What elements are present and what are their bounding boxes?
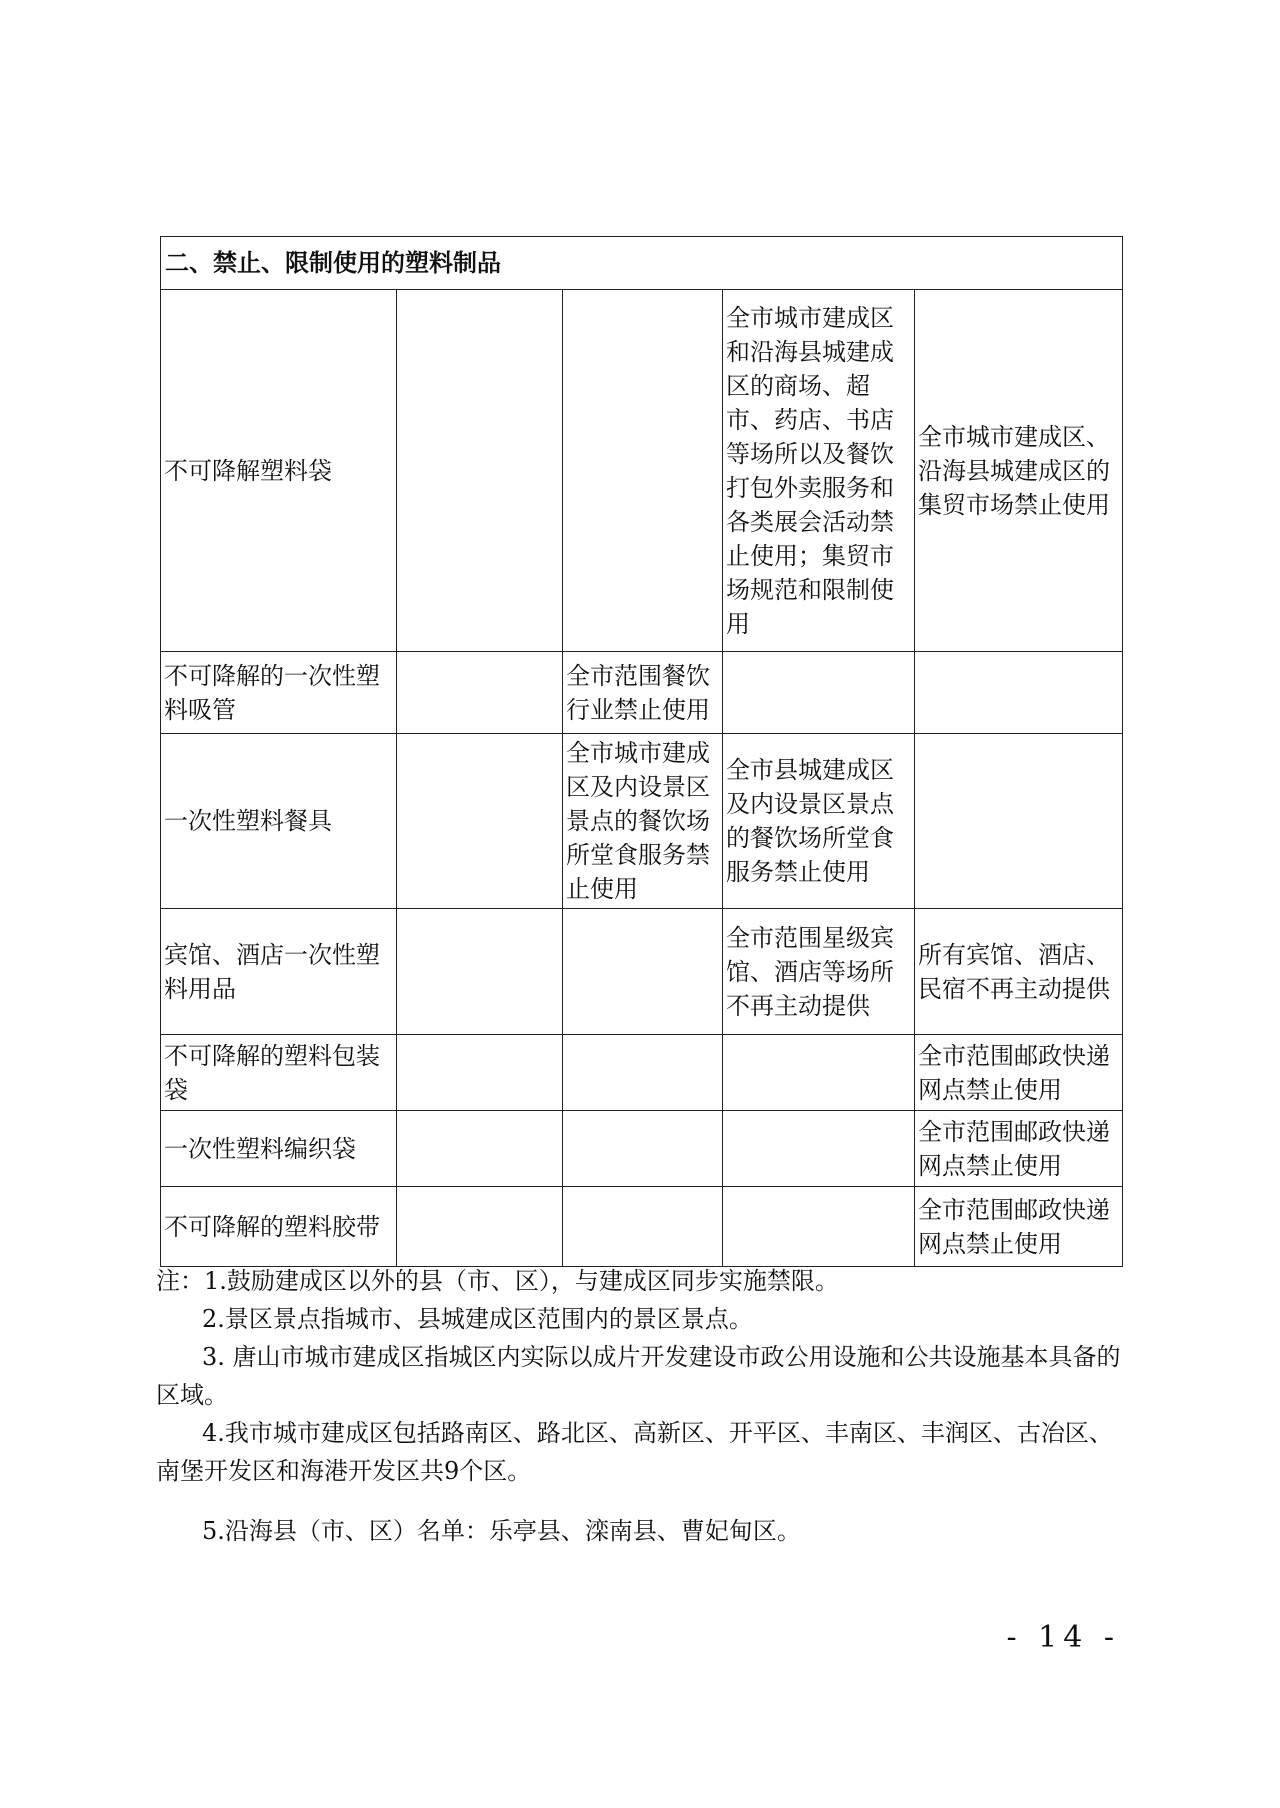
- table-row: [161, 290, 1123, 652]
- item-name: 一次性塑料餐具: [161, 734, 397, 909]
- cell: [397, 652, 563, 734]
- cell: 全市范围餐饮行业禁止使用: [563, 652, 723, 734]
- table-row: [161, 1035, 1123, 1111]
- cell: [723, 1187, 915, 1267]
- cell: 所有宾馆、酒店、民宿不再主动提供: [915, 909, 1123, 1035]
- note-5: 5.沿海县（市、区）名单：乐亭县、滦南县、曹妃甸区。: [202, 1517, 801, 1545]
- cell: [563, 1035, 723, 1111]
- cell: 全市范围邮政快递网点禁止使用: [915, 1111, 1123, 1187]
- notes-section: [156, 1262, 1126, 1550]
- section-header-row: [161, 237, 1123, 290]
- item-name: 宾馆、酒店一次性塑料用品: [161, 909, 397, 1035]
- cell: [397, 1111, 563, 1187]
- item-name: 不可降解的塑料包装袋: [161, 1035, 397, 1111]
- cell: 全市范围星级宾馆、酒店等场所不再主动提供: [723, 909, 915, 1035]
- cell: [915, 734, 1123, 909]
- cell: [397, 734, 563, 909]
- cell: [723, 1111, 915, 1187]
- cell: 全市城市建成区和沿海县城建成区的商场、超市、药店、书店等场所以及餐饮打包外卖服务和各类展会活动禁止使用；集贸市场规范和限制使用: [723, 290, 915, 652]
- note-2: 2.景区景点指城市、县城建成区范围内的景区景点。: [202, 1305, 753, 1333]
- item-name: 不可降解的一次性塑料吸管: [161, 652, 397, 734]
- cell: [563, 909, 723, 1035]
- note-3: 3. 唐山市城市建成区指城区内实际以成片开发建设市政公用设施和公共设施基本具备的区域。: [156, 1343, 1121, 1409]
- item-name: 不可降解塑料袋: [161, 290, 397, 652]
- table-row: [161, 652, 1123, 734]
- cell: 全市城市建成区、沿海县城建成区的集贸市场禁止使用: [915, 290, 1123, 652]
- cell: [723, 1035, 915, 1111]
- cell: [397, 1035, 563, 1111]
- cell: 全市县城建成区及内设景区景点的餐饮场所堂食服务禁止使用: [723, 734, 915, 909]
- item-name: 不可降解的塑料胶带: [161, 1187, 397, 1267]
- section-title: 二、禁止、限制使用的塑料制品: [161, 237, 1123, 290]
- cell: 全市范围邮政快递网点禁止使用: [915, 1035, 1123, 1111]
- table-row: [161, 734, 1123, 909]
- cell: [397, 290, 563, 652]
- plastic-products-table: [160, 236, 1123, 1267]
- cell: 全市城市建成区及内设景区景点的餐饮场所堂食服务禁止使用: [563, 734, 723, 909]
- cell: [723, 652, 915, 734]
- cell: [563, 1111, 723, 1187]
- cell: [563, 1187, 723, 1267]
- cell: [915, 652, 1123, 734]
- cell: 全市范围邮政快递网点禁止使用: [915, 1187, 1123, 1267]
- table-row: [161, 1187, 1123, 1267]
- page-number: - 14 -: [1006, 1620, 1120, 1655]
- cell: [397, 909, 563, 1035]
- item-name: 一次性塑料编织袋: [161, 1111, 397, 1187]
- table-row: [161, 1111, 1123, 1187]
- cell: [563, 290, 723, 652]
- table-row: [161, 909, 1123, 1035]
- cell: [397, 1187, 563, 1267]
- note-1: 注：1.鼓励建成区以外的县（市、区），与建成区同步实施禁限。: [156, 1267, 839, 1295]
- note-4: 4.我市城市建成区包括路南区、路北区、高新区、开平区、丰南区、丰润区、古冶区、南堡开发区和海港开发区共9个区。: [156, 1419, 1113, 1485]
